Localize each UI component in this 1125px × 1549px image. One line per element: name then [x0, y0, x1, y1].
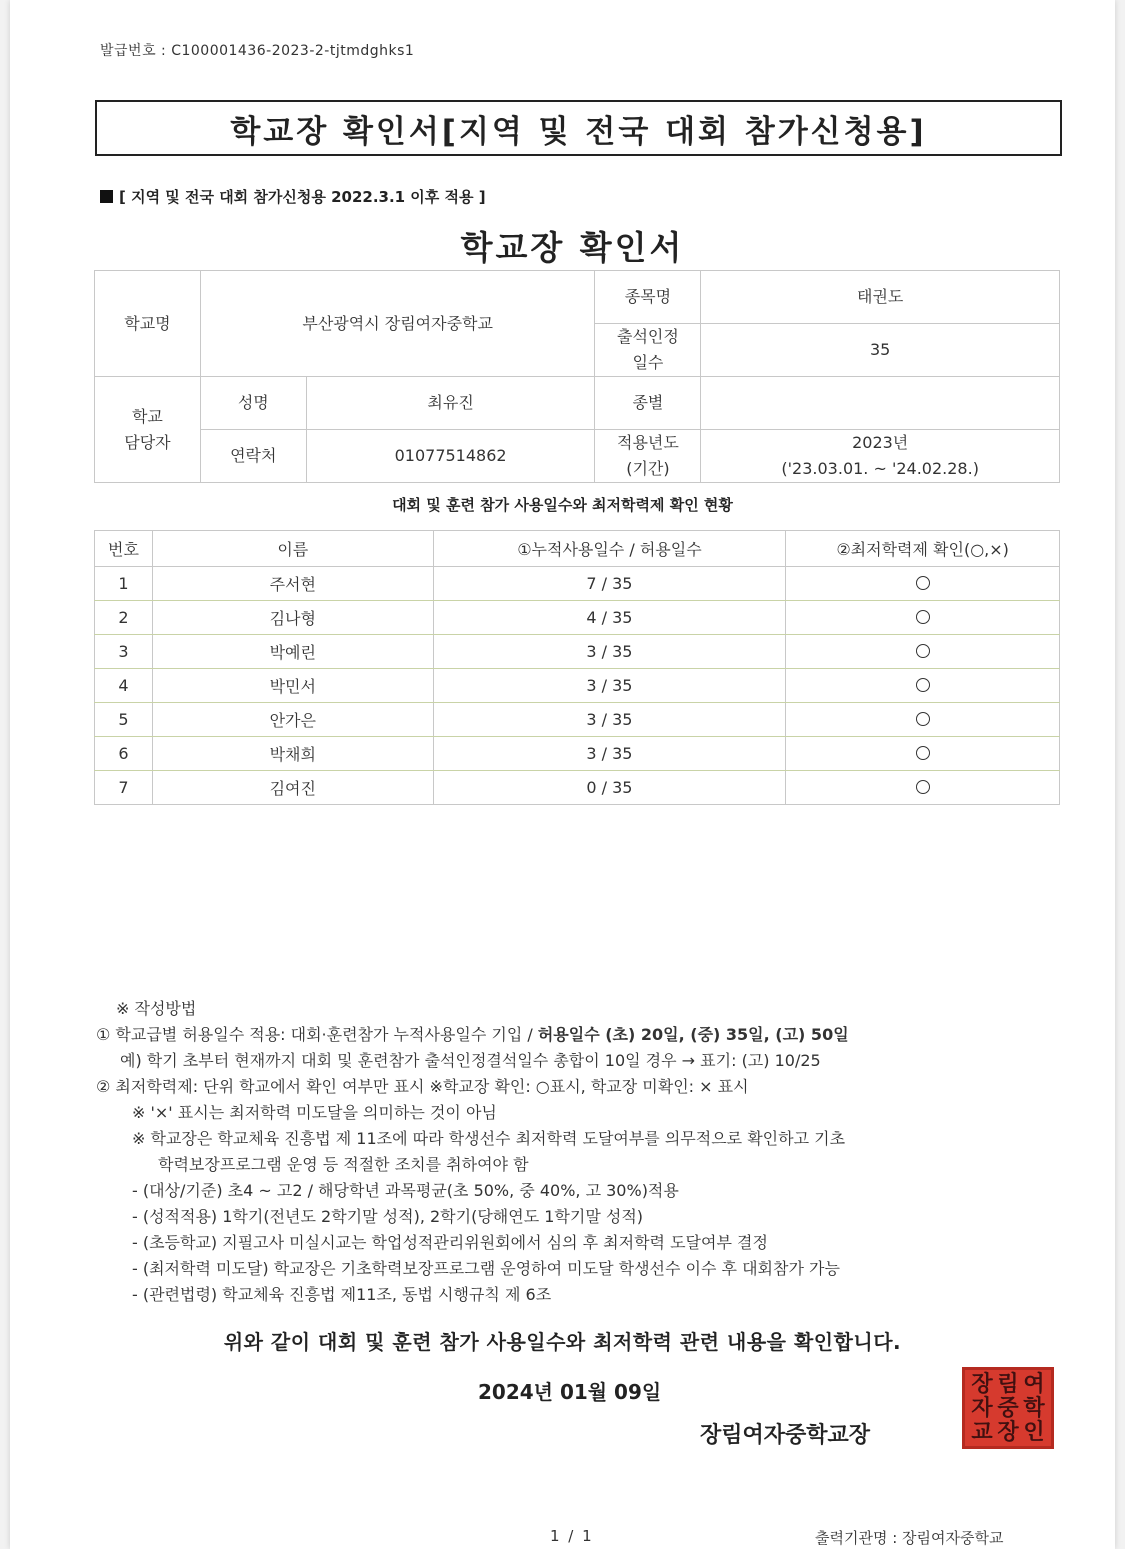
row-days: 7 / 35	[433, 567, 786, 601]
header-name: 이름	[152, 531, 433, 567]
school-label: 학교명	[95, 271, 201, 377]
usage-table	[94, 530, 1060, 805]
type-value	[701, 377, 1060, 430]
guide-dash-2: - (성적적용) 1학기(전년도 2학기말 성적), 2학기(당해연도 1학기말 성적)	[132, 1207, 644, 1226]
attendance-value: 35	[701, 324, 1060, 377]
row-number: 6	[95, 737, 153, 771]
sport-label: 종목명	[595, 271, 701, 324]
table-row	[95, 771, 1060, 805]
confirmation-statement: 위와 같이 대회 및 훈련 참가 사용일수와 최저학력 관련 내용을 확인합니다.	[223, 1330, 902, 1354]
row-days: 3 / 35	[433, 737, 786, 771]
guide-heading: ※ 작성방법	[116, 999, 197, 1018]
row-number: 4	[95, 669, 153, 703]
row-days: 0 / 35	[433, 771, 786, 805]
row-days: 4 / 35	[433, 601, 786, 635]
page-number: 1 / 1	[550, 1527, 594, 1545]
row-check	[786, 635, 1060, 669]
seal-glyph: 림	[997, 1371, 1019, 1397]
row-days: 3 / 35	[433, 635, 786, 669]
writing-guide	[96, 996, 1016, 1308]
row-number: 1	[95, 567, 153, 601]
row-check	[786, 737, 1060, 771]
seal-glyph: 장	[971, 1371, 993, 1397]
guide-note-2a: ※ 학교장은 학교체육 진흥법 제 11조에 따라 학생선수 최저학력 도달여부를 의무적으로 확인하고 기초	[132, 1129, 846, 1148]
seal-glyph: 여	[1023, 1371, 1045, 1397]
guide-dash-5: - (관련법령) 학교체육 진흥법 제11조, 동법 시행규칙 제 6조	[132, 1285, 552, 1304]
guide-item-1-example: 예) 학기 초부터 현재까지 대회 및 훈련참가 출석인정결석일수 총합이 10일 경우 → 표기: (고) 10/25	[120, 1051, 821, 1070]
printed-by: 출력기관명 : 장림여자중학교	[815, 1529, 1004, 1547]
row-check	[786, 771, 1060, 805]
row-name: 주서현	[152, 567, 433, 601]
manager-label	[95, 377, 201, 483]
section-note	[100, 186, 486, 207]
header-check: ②최저학력제 확인(○,×)	[786, 531, 1060, 567]
principal-signature: 장림여자중학교장	[700, 1423, 871, 1448]
year-value-line2: ('23.03.01. ~ '24.02.28.)	[781, 459, 979, 478]
row-name: 박채희	[152, 737, 433, 771]
guide-note-1: ※ '×' 표시는 최저학력 미도달을 의미하는 것이 아님	[132, 1103, 497, 1122]
official-seal	[962, 1367, 1054, 1449]
attendance-label-line1: 출석인정	[616, 327, 679, 346]
row-number: 5	[95, 703, 153, 737]
section-note-text: [ 지역 및 전국 대회 참가신청용 2022.3.1 이후 적용 ]	[119, 188, 486, 206]
circle-mark-icon	[916, 780, 930, 794]
contact-label: 연락처	[200, 430, 306, 483]
seal-glyph: 중	[997, 1395, 1019, 1421]
header-number: 번호	[95, 531, 153, 567]
row-check	[786, 703, 1060, 737]
guide-note-2b: 학력보장프로그램 운영 등 적절한 조치를 취하여야 함	[158, 1155, 529, 1174]
header-days: ①누적사용일수 / 허용일수	[433, 531, 786, 567]
row-days: 3 / 35	[433, 703, 786, 737]
document-title: 학교장 확인서[지역 및 전국 대회 참가신청용]	[95, 100, 1062, 156]
guide-item-1	[96, 1022, 1016, 1048]
circle-mark-icon	[916, 644, 930, 658]
manager-label-line1: 학교	[131, 406, 163, 426]
type-label: 종별	[595, 377, 701, 430]
row-check	[786, 601, 1060, 635]
circle-mark-icon	[916, 712, 930, 726]
guide-item-1-text: ① 학교급별 허용일수 적용: 대회·훈련참가 누적사용일수 기입 /	[96, 1025, 538, 1044]
usage-caption: 대회 및 훈련 참가 사용일수와 최저학력제 확인 현황	[392, 496, 733, 514]
guide-dash-3: - (초등학교) 지필고사 미실시교는 학업성적관리위원회에서 심의 후 최저학력 도달여부 결정	[132, 1233, 768, 1252]
issue-number: 발급번호 : C100001436-2023-2-tjtmdghks1	[100, 43, 415, 59]
row-number: 7	[95, 771, 153, 805]
row-check	[786, 669, 1060, 703]
row-name: 안가은	[152, 703, 433, 737]
row-name: 박예린	[152, 635, 433, 669]
issue-date: 2024년 01월 09일	[478, 1380, 662, 1404]
seal-glyph: 교	[971, 1419, 993, 1445]
guide-item-1-bold: 허용일수 (초) 20일, (중) 35일, (고) 50일	[537, 1025, 849, 1044]
year-label-line2: (기간)	[626, 459, 670, 478]
seal-glyph: 학	[1023, 1395, 1045, 1421]
contact-value: 01077514862	[306, 430, 595, 483]
attendance-label	[595, 324, 701, 377]
circle-mark-icon	[916, 576, 930, 590]
document-page	[10, 0, 1115, 1549]
year-label-line1: 적용년도	[616, 433, 679, 452]
row-name: 박민서	[152, 669, 433, 703]
row-name: 김여진	[152, 771, 433, 805]
circle-mark-icon	[916, 610, 930, 624]
row-check	[786, 567, 1060, 601]
row-name: 김나형	[152, 601, 433, 635]
guide-dash-1: - (대상/기준) 초4 ~ 고2 / 해당학년 과목평균(초 50%, 중 40%, 고 30%)적용	[132, 1181, 679, 1200]
table-row	[95, 669, 1060, 703]
row-number: 2	[95, 601, 153, 635]
name-label: 성명	[200, 377, 306, 430]
guide-dash-4: - (최저학력 미도달) 학교장은 기초학력보장프로그램 운영하여 미도달 학생선수 이수 후 대회참가 가능	[132, 1259, 840, 1278]
table-row	[95, 635, 1060, 669]
seal-glyph: 자	[971, 1395, 993, 1421]
seal-glyph: 인	[1023, 1419, 1045, 1445]
info-table	[94, 270, 1060, 483]
table-row	[95, 601, 1060, 635]
year-value-line1: 2023년	[852, 433, 909, 452]
table-row	[95, 737, 1060, 771]
row-days: 3 / 35	[433, 669, 786, 703]
circle-mark-icon	[916, 746, 930, 760]
attendance-label-line2: 일수	[632, 353, 664, 372]
table-row	[95, 703, 1060, 737]
table-row	[95, 567, 1060, 601]
year-value	[701, 430, 1060, 483]
sport-value: 태권도	[701, 271, 1060, 324]
name-value: 최유진	[306, 377, 595, 430]
sub-title: 학교장 확인서	[460, 228, 685, 267]
circle-mark-icon	[916, 678, 930, 692]
year-label	[595, 430, 701, 483]
manager-label-line2: 담당자	[124, 432, 171, 452]
row-number: 3	[95, 635, 153, 669]
seal-glyph: 장	[997, 1419, 1019, 1445]
guide-item-2: ② 최저학력제: 단위 학교에서 확인 여부만 표시 ※학교장 확인: ○표시, 학교장 미확인: × 표시	[96, 1077, 749, 1096]
school-value: 부산광역시 장림여자중학교	[200, 271, 595, 377]
square-bullet-icon	[100, 190, 113, 203]
